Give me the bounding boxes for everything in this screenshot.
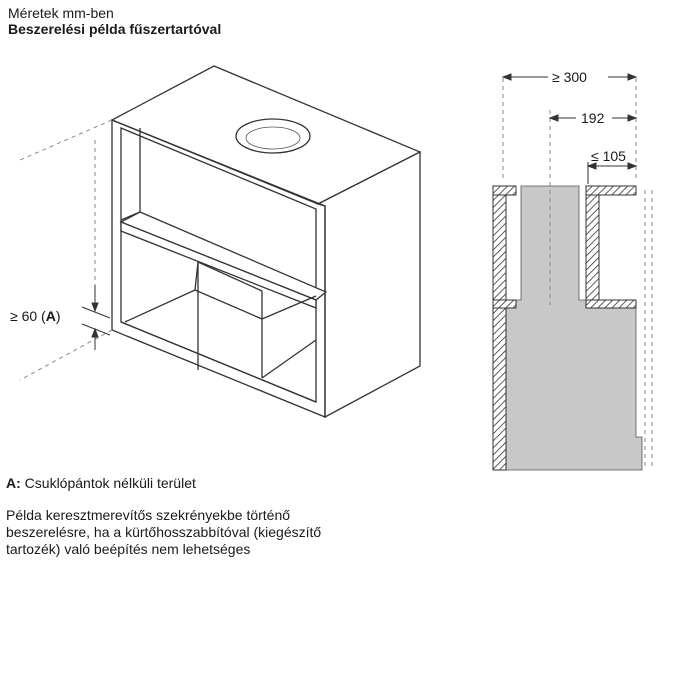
legend xyxy=(6,475,196,491)
note-line-1: Példa keresztmerevítős szekrényekbe történő xyxy=(6,507,291,523)
right-wall-section xyxy=(586,195,599,300)
left-wall-section xyxy=(493,188,506,470)
cabinet-extension-lines xyxy=(20,120,112,380)
cabinet-shelf xyxy=(121,212,326,300)
width-dimension-label: ≥ 300 xyxy=(552,69,587,85)
right-shelf-section xyxy=(586,300,636,308)
gap-dimension xyxy=(82,285,110,350)
left-shelf-section xyxy=(493,300,516,308)
installation-note xyxy=(6,507,406,558)
gap-dimension-label: ≥ 60 (A) xyxy=(10,308,61,324)
units-caption: Méretek mm-ben xyxy=(8,5,114,21)
depth-dimension xyxy=(588,162,636,184)
note-line-2: beszerelésre, ha a kürtőhosszabbítóval (kiegészítő xyxy=(6,524,322,540)
diagram-title: Beszerelési példa fűszertartóval xyxy=(8,21,222,37)
duct-opening xyxy=(236,119,310,153)
depth-dimension-label: ≤ 105 xyxy=(591,148,626,164)
legend-key: A: xyxy=(6,475,21,491)
hood-section-body xyxy=(506,186,642,470)
center-dimension-label: 192 xyxy=(581,110,605,126)
right-top-section xyxy=(586,186,636,195)
left-top-section xyxy=(493,186,516,195)
legend-text: Csuklópántok nélküli terület xyxy=(20,475,196,491)
note-line-3: tartozék) való beépítés nem lehetséges xyxy=(6,541,251,557)
